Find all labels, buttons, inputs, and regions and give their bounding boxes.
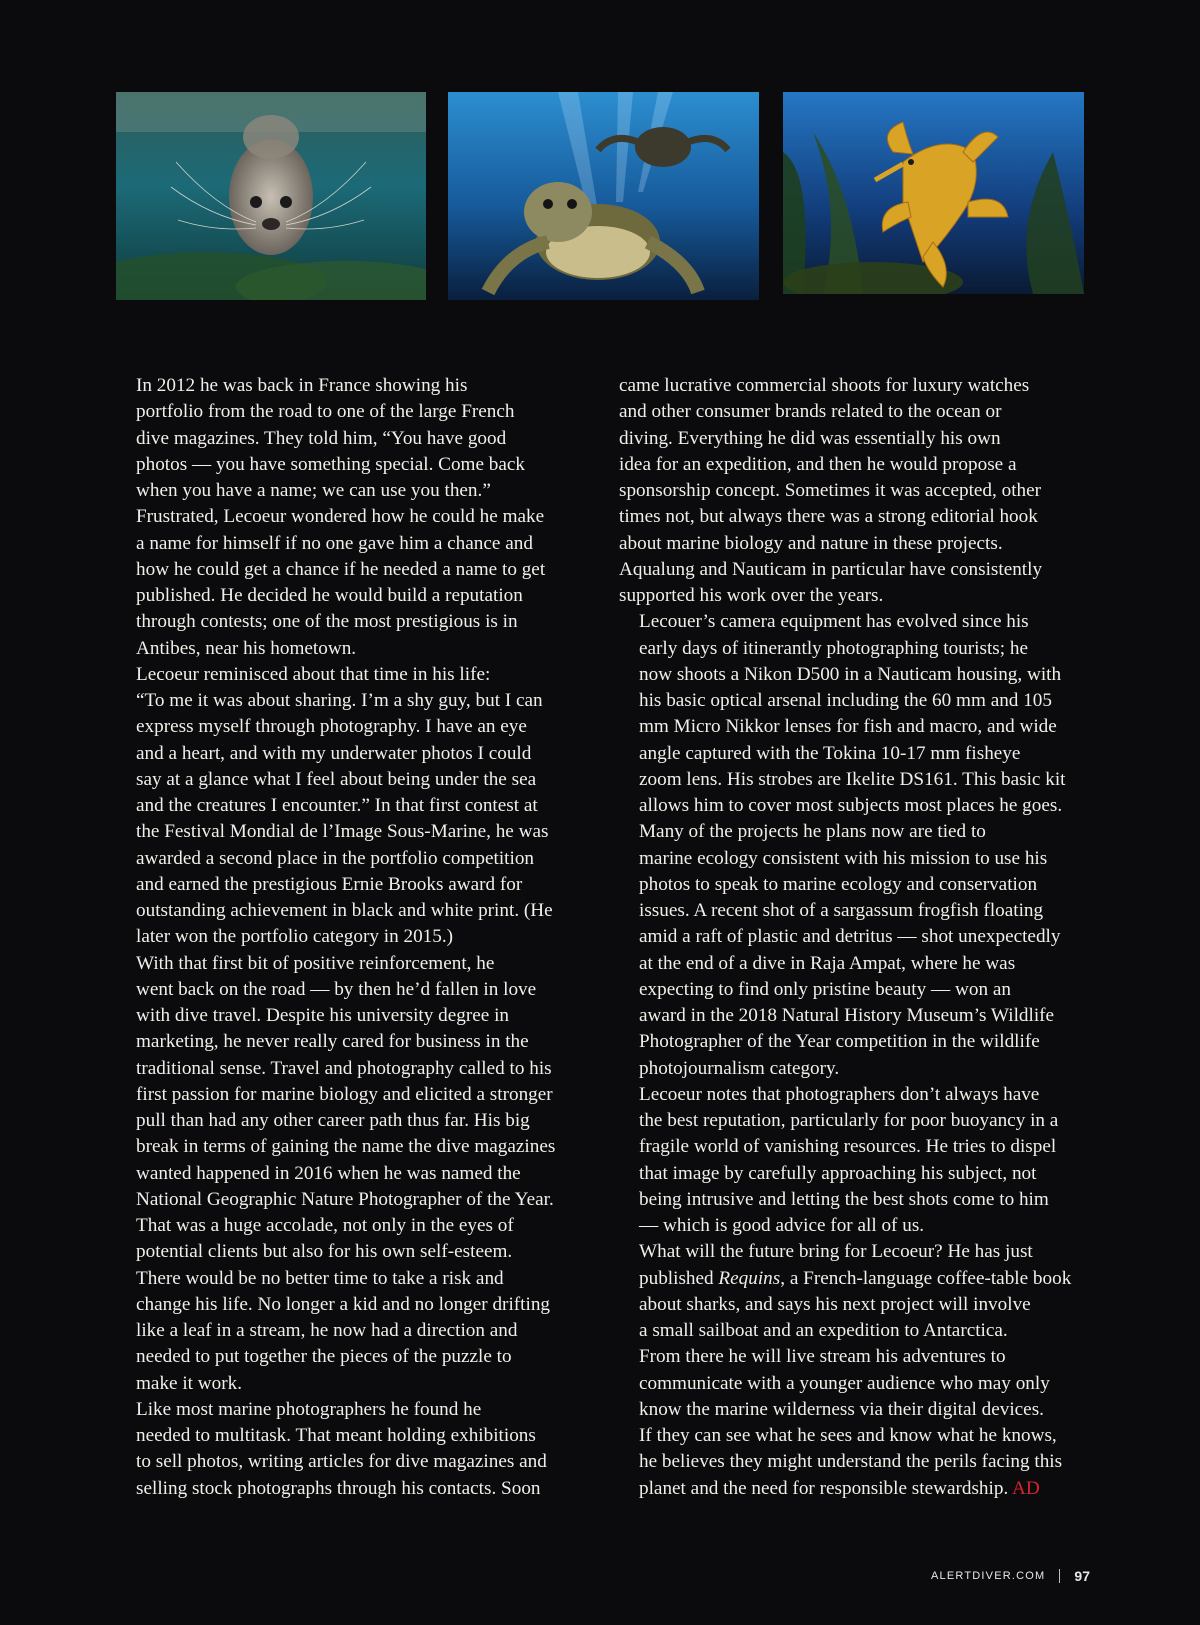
text-line: make it work. <box>136 1372 243 1394</box>
text-line: issues. A recent shot of a sargassum frogfish floating <box>639 900 1044 921</box>
footer-divider <box>1059 1569 1060 1583</box>
text-line: first passion for marine biology and elicited a stronger <box>136 1083 553 1105</box>
text-line: Antibes, near his hometown. <box>136 637 357 659</box>
article-paragraph <box>116 1213 578 1397</box>
text-line: award in the 2018 Natural History Museum’s Wildlife <box>639 1005 1055 1026</box>
text-line: marketing, he never really cared for business in the <box>136 1031 529 1053</box>
text-line: outstanding achievement in black and white print. (He <box>136 900 553 921</box>
text-line: amid a raft of plastic and detritus — shot unexpectedly <box>639 926 1061 948</box>
text-line: being intrusive and letting the best shots come to him <box>639 1188 1049 1210</box>
text-line: That was a huge accolade, not only in the eyes of <box>136 1215 514 1236</box>
article-paragraph <box>619 1082 1081 1240</box>
text-line: with dive travel. Despite his university degree in <box>136 1005 509 1026</box>
text-line: times not, but always there was a strong editorial hook <box>619 506 1038 528</box>
seal-photo <box>116 92 426 300</box>
text-line: say at a glance what I feel about being under the sea <box>136 768 537 790</box>
page-footer <box>931 1568 1090 1584</box>
text-line: express myself through photography. I have an eye <box>136 716 527 738</box>
text-line: published Requins, a French-language coffee-table book <box>639 1267 1072 1289</box>
text-line: “To me it was about sharing. I’m a shy guy, but I can <box>136 690 543 711</box>
text-line: With that first bit of positive reinforcement, he <box>136 952 495 974</box>
text-line: Lecouer’s camera equipment has evolved since his <box>639 611 1029 633</box>
article-paragraph <box>116 662 578 951</box>
text-line: There would be no better time to take a risk and <box>136 1267 504 1289</box>
seadragon-photo <box>783 92 1084 294</box>
text-line: Like most marine photographers he found he <box>136 1398 482 1420</box>
text-line: From there he will live stream his adventures to <box>639 1346 1006 1368</box>
text-line: What will the future bring for Lecoeur? He has just <box>639 1241 1033 1263</box>
text-line: to sell photos, writing articles for dive magazines and <box>136 1451 547 1473</box>
article-paragraph <box>116 373 578 662</box>
text-line: pull than had any other career path thus far. His big <box>136 1110 530 1131</box>
text-line: a name for himself if no one gave him a chance and <box>136 532 533 554</box>
text-line: and the creatures I encounter.” In that first contest at <box>136 795 538 816</box>
article-paragraph <box>619 609 1081 819</box>
text-line: communicate with a younger audience who may only <box>639 1372 1050 1394</box>
article-column-right <box>619 373 1081 1502</box>
article-paragraph <box>116 951 578 1214</box>
text-line: break in terms of gaining the name the dive magazines <box>136 1136 556 1158</box>
text-line: a small sailboat and an expedition to Antarctica. <box>639 1320 1008 1341</box>
text-line: his basic optical arsenal including the 60 mm and 105 <box>639 690 1052 711</box>
text-line: through contests; one of the most prestigious is in <box>136 611 518 633</box>
footer-site: ALERTDIVER.COM <box>931 1570 1046 1582</box>
text-line: at the end of a dive in Raja Ampat, where he was <box>639 952 1016 974</box>
text-line: If they can see what he sees and know what he knows, <box>639 1425 1057 1446</box>
text-line: sponsorship concept. Sometimes it was accepted, other <box>619 480 1042 501</box>
text-line: about sharks, and says his next project will involve <box>639 1293 1031 1315</box>
text-line: and a heart, and with my underwater photos I could <box>136 742 532 764</box>
text-line: idea for an expedition, and then he would propose a <box>619 453 1017 475</box>
text-line: traditional sense. Travel and photography called to his <box>136 1057 552 1079</box>
text-line: needed to put together the pieces of the puzzle to <box>136 1346 512 1368</box>
text-line: and other consumer brands related to the ocean or <box>619 401 1002 423</box>
text-line: photos — you have something special. Come back <box>136 453 526 475</box>
text-line: angle captured with the Tokina 10-17 mm fisheye <box>639 742 1021 764</box>
text-line: dive magazines. They told him, “You have good <box>136 427 507 449</box>
text-line: Frustrated, Lecoeur wondered how he could he make <box>136 506 545 528</box>
text-line: zoom lens. His strobes are Ikelite DS161. This basic kit <box>639 768 1066 790</box>
turtle-photo <box>448 92 759 300</box>
text-line: photos to speak to marine ecology and conservation <box>639 873 1038 895</box>
text-line: In 2012 he was back in France showing his <box>136 375 468 396</box>
text-line: the Festival Mondial de l’Image Sous-Marine, he was <box>136 821 549 843</box>
text-line: — which is good advice for all of us. <box>639 1215 925 1236</box>
text-line: now shoots a Nikon D500 in a Nauticam housing, with <box>639 663 1062 685</box>
text-line: when you have a name; we can use you then.” <box>136 480 491 501</box>
text-line: mm Micro Nikkor lenses for fish and macro, and wide <box>639 716 1057 738</box>
text-line: fragile world of vanishing resources. He tries to dispel <box>639 1136 1057 1158</box>
text-line: expecting to find only pristine beauty — won an <box>639 978 1011 1000</box>
article-paragraph <box>116 1397 578 1502</box>
text-line: came lucrative commercial shoots for luxury watches <box>619 375 1030 396</box>
article-paragraph <box>619 1239 1081 1502</box>
text-line: Photographer of the Year competition in the wildlife <box>639 1031 1040 1053</box>
text-line: like a leaf in a stream, he now had a direction and <box>136 1320 518 1341</box>
text-line: know the marine wilderness via their digital devices. <box>639 1398 1044 1420</box>
book-title: Requins <box>718 1267 781 1289</box>
article-paragraph <box>619 819 1081 1082</box>
text-line: planet and the need for responsible stewardship. AD <box>639 1477 1040 1499</box>
text-line: change his life. No longer a kid and no longer drifting <box>136 1293 551 1315</box>
text-line: later won the portfolio category in 2015.) <box>136 926 454 948</box>
text-line: Lecoeur notes that photographers don’t always have <box>639 1083 1040 1105</box>
end-mark: AD <box>1012 1477 1040 1499</box>
text-line: the best reputation, particularly for poor buoyancy in a <box>639 1110 1059 1131</box>
text-line: published. He decided he would build a reputation <box>136 585 523 606</box>
text-line: allows him to cover most subjects most places he goes. <box>639 795 1063 816</box>
text-line: Lecoeur reminisced about that time in his life: <box>136 663 491 685</box>
text-line: went back on the road — by then he’d fallen in love <box>136 978 537 1000</box>
text-line: that image by carefully approaching his subject, not <box>639 1162 1037 1184</box>
article-paragraph <box>619 373 1081 609</box>
text-line: awarded a second place in the portfolio competition <box>136 847 535 869</box>
text-line: photojournalism category. <box>639 1057 840 1079</box>
page-number: 97 <box>1074 1568 1090 1584</box>
text-line: early days of itinerantly photographing tourists; he <box>639 637 1028 659</box>
text-line: marine ecology consistent with his mission to use his <box>639 847 1048 869</box>
text-line: how he could get a chance if he needed a name to get <box>136 558 546 580</box>
text-line: he believes they might understand the perils facing this <box>639 1451 1063 1473</box>
text-line: potential clients but also for his own self-esteem. <box>136 1241 513 1263</box>
text-line: selling stock photographs through his contacts. Soon <box>136 1477 541 1499</box>
text-line: about marine biology and nature in these projects. <box>619 532 1003 554</box>
text-line: wanted happened in 2016 when he was named the <box>136 1162 521 1184</box>
text-line: Many of the projects he plans now are tied to <box>639 821 986 843</box>
text-line: Aqualung and Nauticam in particular have consistently <box>619 558 1043 580</box>
text-line: portfolio from the road to one of the large French <box>136 401 515 423</box>
text-line: needed to multitask. That meant holding exhibitions <box>136 1425 536 1446</box>
text-line: and earned the prestigious Ernie Brooks award for <box>136 873 523 895</box>
text-line: supported his work over the years. <box>619 585 884 606</box>
text-line: National Geographic Nature Photographer of the Year. <box>136 1188 554 1210</box>
photo-strip <box>116 92 1084 300</box>
article-column-left <box>116 373 578 1502</box>
text-line: diving. Everything he did was essentially his own <box>619 427 1001 449</box>
